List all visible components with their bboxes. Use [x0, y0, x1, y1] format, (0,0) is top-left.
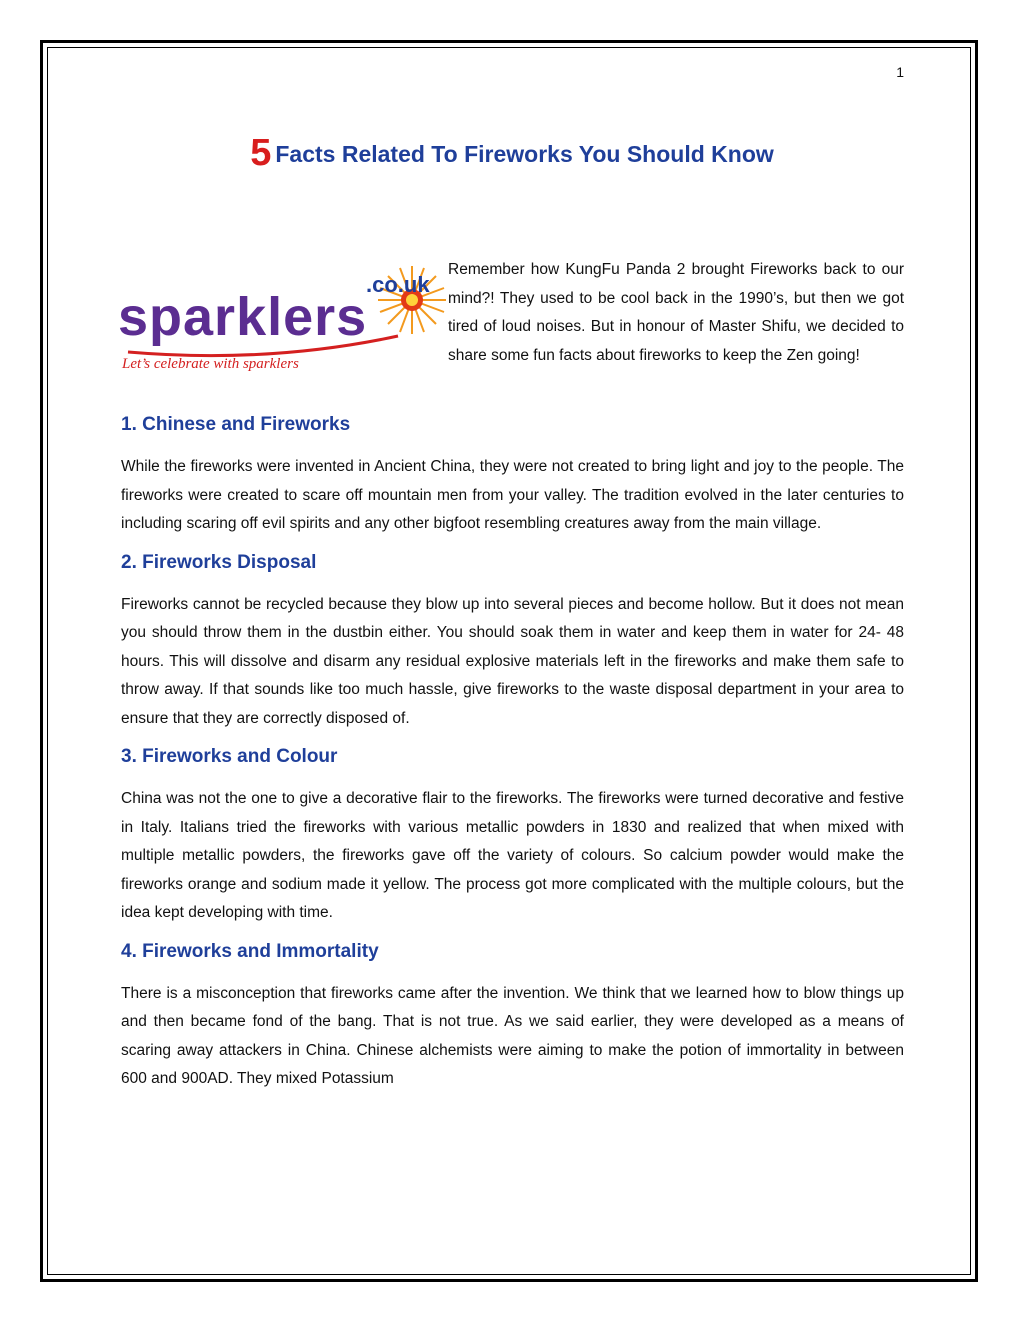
- section-heading: 3. Fireworks and Colour: [121, 746, 338, 767]
- article-body: [121, 409, 904, 1094]
- section-paragraph: There is a misconception that fireworks came after the invention. We think that we learned how to blow things up and then became fond of the bang. That is not true. As we said earlier, they were developed as a means of scaring away attackers in China. Chinese alchemists were aiming to make the potion of immortality in between 600 and 900AD. They mixed Potassium: [121, 984, 904, 1087]
- sparklers-logo: [118, 272, 430, 382]
- section-heading: 4. Fireworks and Immortality: [121, 940, 379, 962]
- page-number: 1: [896, 64, 904, 80]
- section-paragraph: While the fireworks were invented in Ancient China, they were not created to bring light and joy to the people. The fireworks were created to scare off mountain men from your valley. The tradition evolved in the later centuries to including scaring off evil spirits and any other bigfoot resembling creatures away from the main village.: [121, 458, 904, 532]
- section-paragraph: Fireworks cannot be recycled because they blow up into several pieces and become hollow. But it does not mean you should throw them in the dustbin either. You should soak them in water and keep them in water for 24- 48 hours. This will dissolve and disarm any residual explosive materials left in the fireworks and make them safe to throw away. If that sounds like too much hassle, give fireworks to the waste disposal department in your area to ensure that they are correctly disposed of.: [121, 595, 904, 727]
- page-title: [120, 132, 904, 175]
- logo-tagline: Let’s celebrate with sparklers: [122, 356, 299, 372]
- logo-swoosh: [118, 334, 418, 358]
- intro-paragraph: Remember how KungFu Panda 2 brought Fireworks back to our mind?! They used to be cool back in the 1990’s, but then we got tired of loud noises. But in honour of Master Shifu, we decided to share some fun facts about fireworks to keep the Zen going!: [448, 261, 904, 364]
- section-heading: 2. Fireworks Disposal: [121, 551, 317, 573]
- section-paragraph: China was not the one to give a decorative flair to the fireworks. The fireworks were turned decorative and festive in Italy. Italians tried the fireworks with various metallic powders in 1830 and realized that when mixed with multiple metallic powders, the fireworks gave off the variety of colours. So calcium powder would make the fireworks orange and sodium made it yellow. The process got more complicated with the multiple colours, but the idea kept developing with time.: [121, 790, 904, 921]
- section-heading: 1. Chinese and Fireworks: [121, 414, 351, 435]
- logo-domain: .co.uk: [366, 272, 430, 297]
- title-number: 5: [250, 132, 272, 174]
- logo-brand: sparklers: [118, 287, 368, 347]
- title-text: Facts Related To Fireworks You Should Know: [275, 141, 774, 167]
